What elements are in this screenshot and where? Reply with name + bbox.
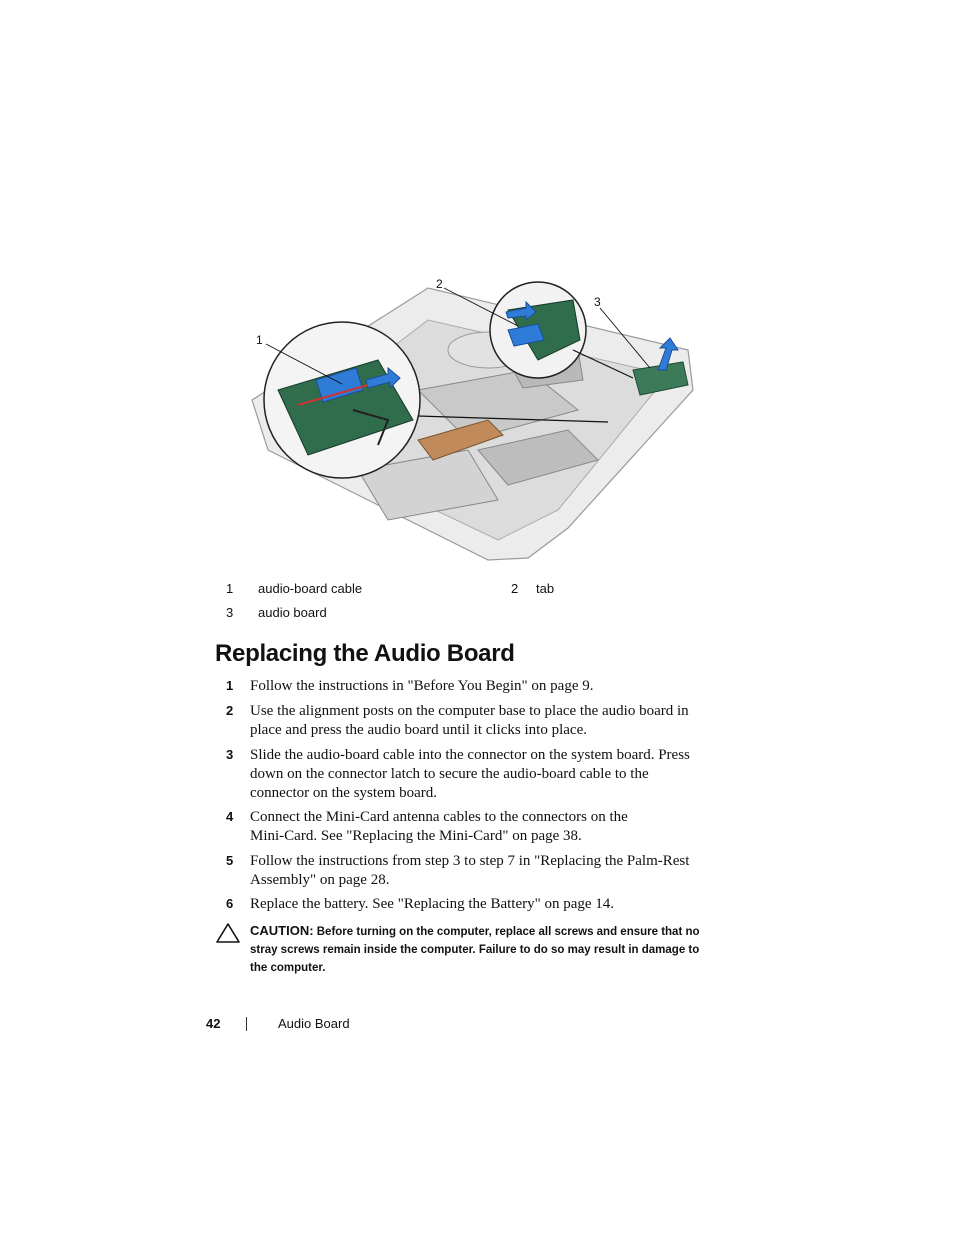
caution-line	[250, 922, 726, 941]
step-number: 2	[226, 703, 234, 718]
legend-label: tab	[536, 581, 555, 596]
step-number: 5	[226, 853, 234, 868]
step-text-line: Slide the audio-board cable into the connector on the system board. Press	[250, 747, 690, 763]
caution-line: stray screws remain inside the computer. Failure to do so may result in damage to	[250, 944, 700, 956]
legend-label: audio-board cable	[258, 581, 363, 596]
step-number: 4	[226, 809, 234, 824]
footer-section-name: Audio Board	[278, 1016, 350, 1031]
step-number: 1	[226, 678, 234, 693]
legend-label: audio board	[258, 605, 327, 620]
callout-2: 2	[436, 277, 443, 291]
caution-label: CAUTION:	[250, 923, 314, 938]
legend-number: 1	[226, 581, 234, 596]
step-text-line: Use the alignment posts on the computer base to place the audio board in	[250, 703, 689, 719]
legend-number: 2	[511, 581, 519, 596]
section-title: Replacing the Audio Board	[215, 640, 515, 667]
step-text-line: Follow the instructions in "Before You Begin" on page 9.	[250, 678, 594, 694]
caution-text	[250, 922, 726, 977]
step-text-line: connector on the system board.	[250, 785, 438, 801]
step-text-line: Connect the Mini-Card antenna cables to the connectors on the	[250, 809, 628, 825]
callout-1: 1	[256, 333, 263, 347]
step-text-line: Replace the battery. See "Replacing the Battery" on page 14.	[250, 896, 615, 912]
footer-separator	[246, 1017, 247, 1031]
legend-number: 3	[226, 605, 234, 620]
laptop-base-drawing	[238, 270, 708, 570]
step-text-line: Mini-Card. See "Replacing the Mini-Card" on page 38.	[250, 828, 582, 844]
caution-line-text: Before turning on the computer, replace all screws and ensure that no	[316, 926, 700, 938]
step-number: 6	[226, 896, 234, 911]
step-text-line: place and press the audio board until it clicks into place.	[250, 722, 587, 738]
step-text-line: down on the connector latch to secure the audio-board cable to the	[250, 766, 649, 782]
page-number: 42	[206, 1016, 221, 1031]
audio-board-illustration	[238, 270, 708, 570]
caution-triangle-icon	[215, 922, 241, 944]
step-text-line: Follow the instructions from step 3 to step 7 in "Replacing the Palm-Rest	[250, 853, 690, 869]
caution-line: the computer.	[250, 962, 326, 974]
step-text-line: Assembly" on page 28.	[250, 872, 390, 888]
step-number: 3	[226, 747, 234, 762]
callout-3: 3	[594, 295, 601, 309]
